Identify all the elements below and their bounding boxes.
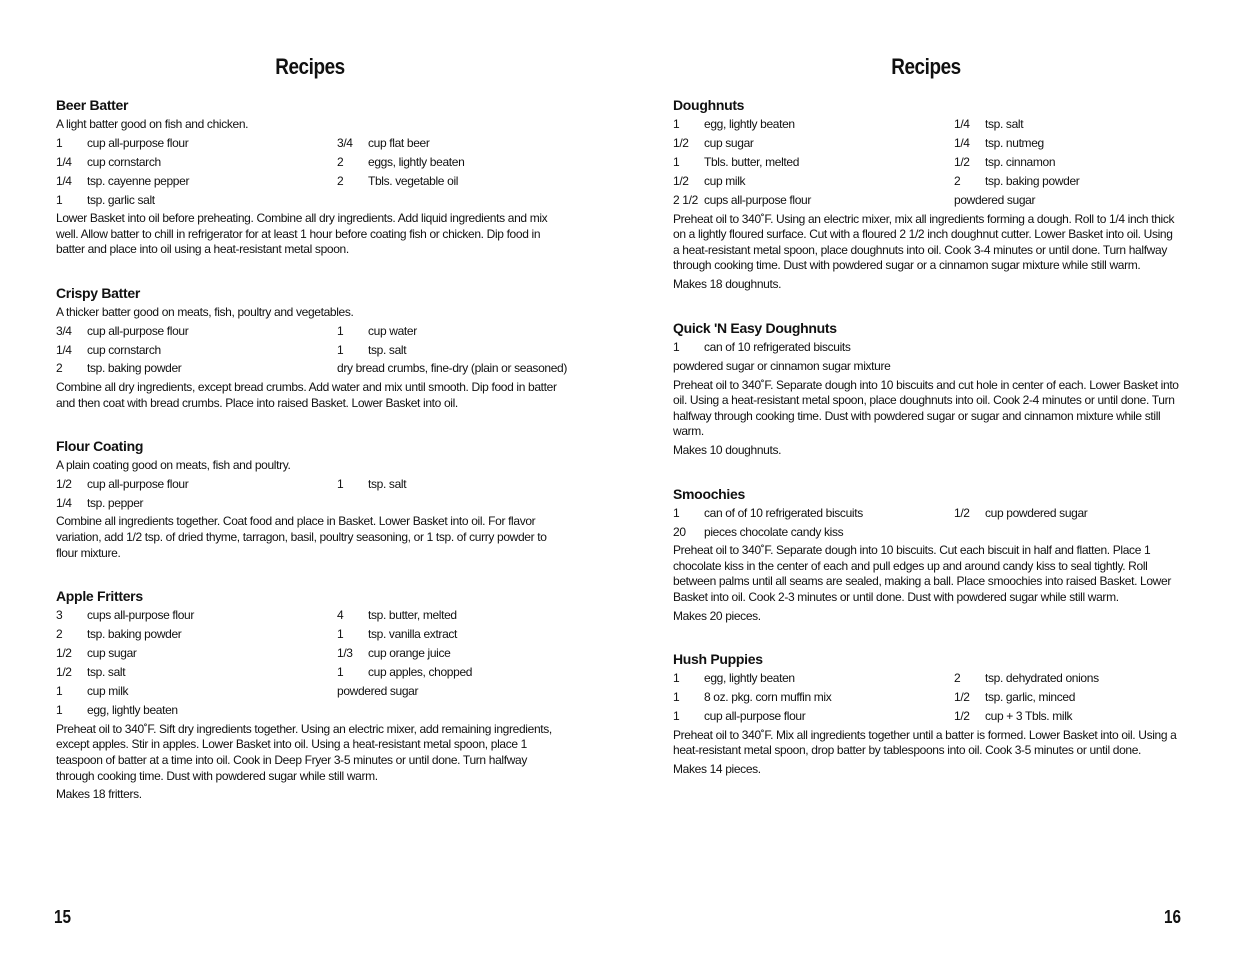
ingredient-qty: 1 (673, 154, 680, 169)
page-title: Recipes (891, 54, 961, 79)
ingredient-qty: 1 (337, 627, 344, 642)
ingredient-qty: 1 (337, 342, 344, 357)
ingredient (954, 193, 1179, 209)
ingredient (56, 684, 337, 700)
recipe-list (56, 96, 568, 829)
page-number: 15 (54, 907, 72, 927)
ingredient-item: tsp. pepper (87, 495, 144, 510)
ingredient-item: tsp. dehydrated onions (985, 671, 1099, 686)
ingredient-qty: 1/2 (56, 476, 72, 491)
ingredient (56, 608, 337, 624)
ingredient-item: tsp. salt (87, 665, 126, 680)
ingredient-qty: 1/4 (56, 342, 72, 357)
recipe-title: Apple Fritters (56, 588, 143, 605)
ingredient (337, 324, 567, 340)
ingredient-item: can of of 10 refrigerated biscuits (704, 505, 863, 520)
ingredient-list (56, 323, 568, 378)
ingredient-qty: 1/2 (56, 646, 72, 661)
page-title: Recipes (275, 54, 345, 79)
ingredient-item: cup cornstarch (87, 342, 161, 357)
recipe-intro: A light batter good on fish and chicken. (56, 117, 249, 131)
ingredient-list (673, 340, 1179, 356)
ingredient-item: cup sugar (87, 646, 137, 661)
recipe-quick-n-easy-doughnuts (673, 319, 1179, 459)
recipe-title: Beer Batter (56, 97, 129, 113)
ingredient-qty: 2 (337, 173, 344, 188)
recipe-yield: Makes 20 pieces. (673, 608, 761, 623)
ingredient-item: cup apples, chopped (368, 665, 473, 680)
ingredient-qty: 1/2 (954, 690, 970, 705)
ingredient (56, 477, 337, 493)
ingredient-item: tsp. butter, melted (368, 608, 457, 623)
ingredient (337, 343, 567, 359)
ingredient-item: tsp. salt (368, 476, 407, 491)
ingredient-item: tsp. salt (368, 342, 407, 357)
ingredient-qty: 1/2 (56, 665, 72, 680)
ingredient (56, 193, 337, 209)
ingredient-list (56, 136, 564, 209)
recipe-intro: A plain coating good on meats, fish and poultry. (56, 458, 291, 473)
ingredient-qty: 1 (673, 690, 680, 705)
recipe-crispy-batter (56, 284, 568, 411)
ingredient-item: cup milk (87, 684, 129, 699)
ingredient-item: tsp. baking powder (87, 627, 182, 642)
ingredient (56, 496, 337, 512)
recipe-method: Lower Basket into oil before preheating. Combine all dry ingredients. Add liquid ingredients and mix well. Allow batter to chill in refrigerator for at least 1 hour before coating fish or chicken. Dip food in batter and place into oil using a heat-resistant metal spoon. (56, 211, 548, 257)
recipe-apple-fritters (56, 587, 564, 802)
ingredient-qty: 1/4 (954, 117, 970, 131)
ingredient-item: cup flat beer (368, 135, 430, 150)
recipe-title: Crispy Batter (56, 284, 141, 301)
recipe-title: Flour Coating (56, 438, 144, 455)
ingredient-qty: 1 (673, 117, 680, 131)
ingredient-list (673, 117, 1179, 209)
left-page (54, 0, 568, 954)
recipe-title: Quick 'N Easy Doughnuts (673, 319, 837, 336)
recipe-intro: A thicker batter good on meats, fish, poultry and vegetables. (56, 304, 354, 319)
ingredient (954, 136, 1179, 152)
recipe-yield: Makes 18 fritters. (56, 787, 142, 802)
ingredient (954, 709, 1179, 725)
ingredient (673, 155, 954, 171)
ingredient-qty: 1 (56, 703, 63, 718)
ingredient-item: egg, lightly beaten (704, 117, 795, 131)
ingredient (337, 684, 564, 700)
ingredient-qty: 1 (337, 476, 344, 491)
ingredient-qty: 1/2 (954, 505, 970, 520)
recipe-list (673, 96, 1179, 804)
ingredient (337, 477, 564, 493)
ingredient (56, 155, 337, 171)
ingredient-qty: 1/4 (56, 495, 72, 510)
ingredient (673, 340, 954, 356)
ingredient-item: cup all-purpose flour (87, 476, 189, 491)
ingredient-qty: 1/2 (673, 173, 689, 188)
recipe-method: Preheat oil to 340˚F. Separate dough into 10 biscuits and cut hole in center of each. Lower Basket into oil. Using a heat-resistant metal spoon, place doughnuts into oil. Cook 2-4 minutes or until done. Turn halfway through cooking time. Dust with powdered sugar or sugar and cinnamon mixture while still warm. (673, 377, 1179, 439)
ingredient-item: cup milk (704, 173, 746, 188)
ingredient-list (56, 477, 564, 512)
ingredient (56, 646, 337, 662)
ingredient-item: cup sugar (704, 135, 754, 150)
ingredient-item: cup powdered sugar (985, 505, 1088, 520)
ingredient (673, 136, 954, 152)
ingredient-qty: 1/4 (56, 154, 72, 169)
recipe-yield: Makes 10 doughnuts. (673, 443, 782, 458)
recipe-title: Hush Puppies (673, 651, 763, 668)
recipe-yield: Makes 14 pieces. (673, 761, 761, 776)
ingredient-qty: 1 (673, 339, 680, 354)
ingredient-item: powdered sugar (337, 684, 419, 699)
recipe-beer-batter (56, 96, 564, 258)
ingredient-list (673, 506, 1179, 541)
recipe-hush-puppies (673, 650, 1179, 777)
ingredient-qty: 2 (56, 627, 63, 642)
ingredient-item: tsp. baking powder (985, 173, 1080, 188)
ingredient (954, 155, 1179, 171)
ingredient-qty: 20 (673, 524, 686, 539)
ingredient-item: tsp. baking powder (87, 361, 182, 376)
ingredient-list (56, 608, 564, 719)
ingredient-qty: 1 (673, 709, 680, 724)
ingredient-qty: 1 (56, 684, 63, 699)
recipe-method: Combine all ingredients together. Coat food and place in Basket. Lower Basket into oil. For flavor variation, add 1/2 tsp. of dried thyme, tarragon, basil, poultry seasoning, or 1 tsp. of curry powder to flour mixture. (56, 514, 547, 560)
ingredient-qty: 1/2 (954, 154, 970, 169)
ingredient-item: Tbls. butter, melted (704, 154, 800, 169)
recipe-flour-coating (56, 437, 564, 561)
ingredient (954, 506, 1179, 522)
ingredient-qty: 1/2 (954, 709, 970, 724)
ingredient (337, 646, 564, 662)
recipe-doughnuts (673, 96, 1179, 293)
ingredient-item: eggs, lightly beaten (368, 154, 465, 169)
ingredient (56, 136, 337, 152)
page-number: 16 (1163, 907, 1181, 927)
ingredient-qty: 4 (337, 608, 344, 623)
ingredient-item: pieces chocolate candy kiss (704, 524, 844, 539)
ingredient (337, 174, 564, 190)
ingredient-qty: 3 (56, 608, 63, 623)
right-page (673, 0, 1179, 954)
ingredient-qty: 1 (673, 505, 680, 520)
recipe-yield: Makes 18 doughnuts. (673, 276, 782, 291)
ingredient (673, 671, 954, 687)
ingredient-item: tsp. cayenne pepper (87, 173, 190, 188)
ingredient (673, 525, 954, 541)
ingredient-item: tsp. cinnamon (985, 154, 1056, 169)
ingredient (56, 361, 337, 377)
ingredient (673, 506, 954, 522)
ingredient-qty: 1/4 (954, 135, 970, 150)
ingredient (954, 671, 1179, 687)
ingredient-qty: 1 (56, 135, 63, 150)
ingredient (337, 627, 564, 643)
ingredient (337, 665, 564, 681)
ingredient-item: tsp. salt (985, 117, 1024, 131)
ingredient-item: cup all-purpose flour (704, 709, 806, 724)
ingredient-qty: 2 (954, 671, 961, 686)
ingredient (954, 174, 1179, 190)
ingredient-item: tsp. garlic salt (87, 192, 155, 207)
ingredient-item: egg, lightly beaten (704, 671, 795, 686)
ingredient-item: egg, lightly beaten (87, 703, 178, 718)
recipe-method: Preheat oil to 340˚F. Separate dough into 10 biscuits. Cut each biscuit in half and flatten. Place 1 chocolate kiss in the center of each and pull edges up and around candy kiss to seal tightly. Roll between palms until all seams are sealed, making a ball. Place smoochies into raised Basket. Lower Basket into oil. Cook 2-3 minutes or until done. Dust with powdered sugar while still warm. (673, 543, 1171, 605)
ingredient-item: cup + 3 Tbls. milk (985, 709, 1073, 724)
ingredient-qty: 2 1/2 (673, 192, 698, 207)
ingredient-qty: 2 (337, 154, 344, 169)
ingredient (673, 690, 954, 706)
recipe-title: Smoochies (673, 485, 745, 502)
ingredient-qty: 1 (56, 192, 63, 207)
ingredient-list (673, 671, 1179, 725)
ingredient-qty: 3/4 (56, 323, 72, 338)
recipe-method: Combine all dry ingredients, except bread crumbs. Add water and mix until smooth. Dip food in batter and then coat with bread crumbs. Place into raised Basket. Lower Basket into oil. (56, 380, 557, 410)
ingredient-extra-line: powdered sugar or cinnamon sugar mixture (673, 359, 891, 374)
ingredient-item: powdered sugar (954, 192, 1036, 207)
ingredient (673, 174, 954, 190)
ingredient-item: dry bread crumbs, fine-dry (plain or seasoned) (337, 361, 568, 376)
ingredient-qty: 1 (673, 671, 680, 686)
ingredient-qty: 1 (337, 323, 344, 338)
ingredient-item: tsp. garlic, minced (985, 690, 1076, 705)
ingredient-item: cup water (368, 323, 417, 338)
ingredient (337, 155, 564, 171)
recipe-method: Preheat oil to 340˚F. Using an electric mixer, mix all ingredients forming a dough. Roll to 1/4 inch thick on a lightly floured surface. Cut with a floured 2 1/2 inch doughnut cutter. Lower Basket into oil. Using a heat-resistant metal spoon, place doughnuts into oil. Cook 3-4 minutes or until done. Turn halfway through cooking time. Dust with powdered sugar or a cinnamon sugar mixture while still warm. (673, 211, 1175, 273)
ingredient (56, 343, 337, 359)
ingredient-qty: 1 (337, 665, 344, 680)
ingredient (954, 690, 1179, 706)
ingredient (56, 703, 337, 719)
ingredient-qty: 3/4 (337, 135, 353, 150)
ingredient (337, 361, 567, 377)
ingredient-qty: 1/4 (56, 173, 72, 188)
ingredient-item: 8 oz. pkg. corn muffin mix (704, 690, 832, 705)
ingredient-item: cup orange juice (368, 646, 451, 661)
recipe-method: Preheat oil to 340˚F. Mix all ingredients together until a batter is formed. Lower Basket into oil. Using a heat-resistant metal spoon, drop batter by tablespoons into oil. Cook 3-5 minutes or until done. (673, 727, 1177, 758)
ingredient-item: cup cornstarch (87, 154, 161, 169)
ingredient (673, 117, 954, 133)
ingredient (673, 709, 954, 725)
ingredient-item: cup all-purpose flour (87, 135, 189, 150)
ingredient-qty: 2 (954, 173, 961, 188)
recipe-method: Preheat oil to 340˚F. Sift dry ingredients together. Using an electric mixer, add remaining ingredients, except apples. Stir in apples. Lower Basket into oil. Using a heat-resistant metal spoon, place 1 teaspoon of batter at a time into oil. Cook in Deep Fryer 3-5 minutes or until done. Turn halfway through cooking time. Dust with powdered sugar while still warm. (56, 721, 552, 783)
ingredient (954, 117, 1179, 133)
ingredient (56, 174, 337, 190)
ingredient (673, 193, 954, 209)
ingredient-item: tsp. nutmeg (985, 135, 1044, 150)
ingredient-item: Tbls. vegetable oil (368, 173, 459, 188)
ingredient-qty: 1/3 (337, 646, 353, 661)
ingredient-item: can of 10 refrigerated biscuits (704, 339, 851, 354)
ingredient (337, 136, 564, 152)
ingredient (56, 627, 337, 643)
ingredient-qty: 1/2 (673, 135, 689, 150)
ingredient-item: cups all-purpose flour (704, 192, 812, 207)
ingredient-qty: 2 (56, 361, 63, 376)
ingredient (56, 665, 337, 681)
ingredient-item: tsp. vanilla extract (368, 627, 458, 642)
recipe-smoochies (673, 485, 1179, 625)
ingredient-item: cup all-purpose flour (87, 323, 189, 338)
ingredient (56, 324, 337, 340)
recipe-title: Doughnuts (673, 97, 745, 113)
ingredient (337, 608, 564, 624)
ingredient-item: cups all-purpose flour (87, 608, 195, 623)
